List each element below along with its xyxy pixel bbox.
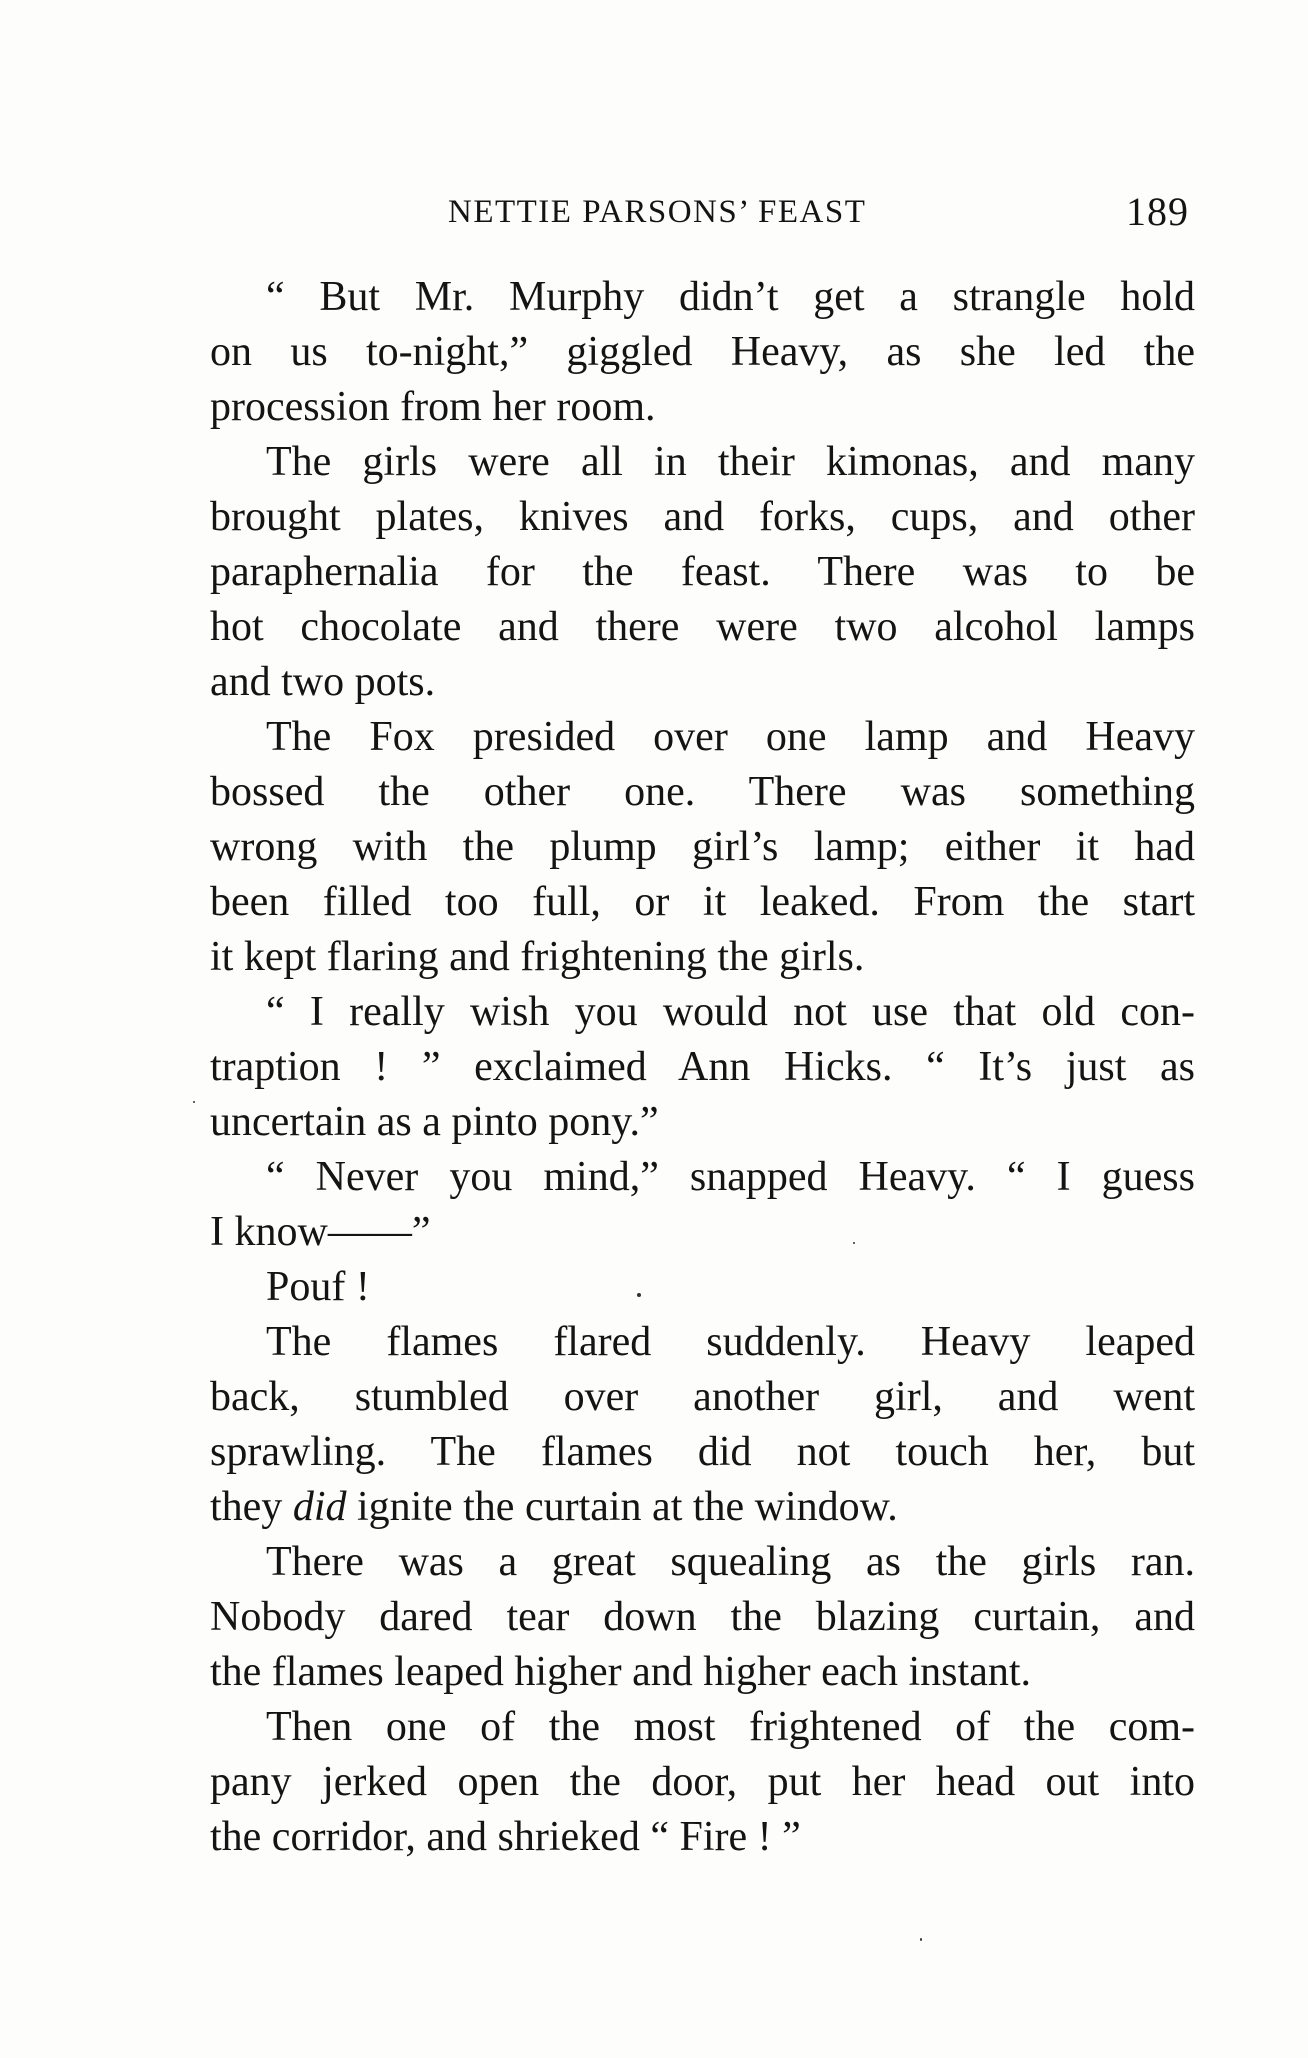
text-line: bossed the other one. There was something (210, 769, 1195, 815)
text-line: The flames flared suddenly. Heavy leaped (266, 1319, 1195, 1365)
text-line: been filled too full, or it leaked. From the start (210, 879, 1195, 925)
text-line: paraphernalia for the feast. There was to be (210, 549, 1195, 595)
running-title: NETTIE PARSONS’ FEAST (448, 194, 867, 230)
text-line: it kept flaring and frightening the girls. (210, 934, 865, 980)
text-line: traption ! ” exclaimed Ann Hicks. “ It’s just as (210, 1044, 1195, 1090)
text-line: the corridor, and shrieked “ Fire ! ” (210, 1814, 801, 1860)
page-number: 189 (1126, 189, 1189, 234)
print-speck (920, 1938, 922, 1941)
text-line: The girls were all in their kimonas, and many (266, 439, 1195, 485)
print-speck (637, 1293, 641, 1297)
text-line: Then one of the most frightened of the com- (266, 1704, 1195, 1750)
text-line: The Fox presided over one lamp and Heavy (266, 714, 1195, 760)
print-speck (853, 1242, 855, 1244)
text-line: sprawling. The flames did not touch her, but (210, 1429, 1195, 1475)
text-line: uncertain as a pinto pony.” (210, 1099, 659, 1145)
text-line: wrong with the plump girl’s lamp; either it had (210, 824, 1195, 870)
text-line: “ I really wish you would not use that old con- (266, 989, 1195, 1035)
page-header (210, 188, 1195, 248)
text-line: hot chocolate and there were two alcohol lamps (210, 604, 1195, 650)
print-speck (193, 1101, 195, 1103)
text-line: and two pots. (210, 659, 436, 705)
text-line: the flames leaped higher and higher each instant. (210, 1649, 1032, 1695)
line-rest: ignite the curtain at the window. (356, 1484, 898, 1530)
text-line: “ Never you mind,” snapped Heavy. “ I guess (266, 1154, 1195, 1200)
text-line: back, stumbled over another girl, and went (210, 1374, 1195, 1420)
line-prefix: they (210, 1484, 283, 1530)
text-line: I know——” (210, 1209, 431, 1255)
text-line: “ But Mr. Murphy didn’t get a strangle hold (266, 274, 1195, 320)
emphasis-word: did (292, 1484, 347, 1530)
text-line: procession from her room. (210, 384, 656, 430)
text-line: pany jerked open the door, put her head out into (210, 1759, 1195, 1805)
text-line: There was a great squealing as the girls ran. (266, 1539, 1195, 1585)
text-line: Pouf ! (266, 1264, 370, 1310)
body-text (210, 270, 1195, 1865)
text-line-with-emphasis (210, 1480, 1195, 1535)
text-line: on us to-night,” giggled Heavy, as she led the (210, 329, 1195, 375)
text-line: brought plates, knives and forks, cups, and other (210, 494, 1195, 540)
text-line: Nobody dared tear down the blazing curtain, and (210, 1594, 1195, 1640)
